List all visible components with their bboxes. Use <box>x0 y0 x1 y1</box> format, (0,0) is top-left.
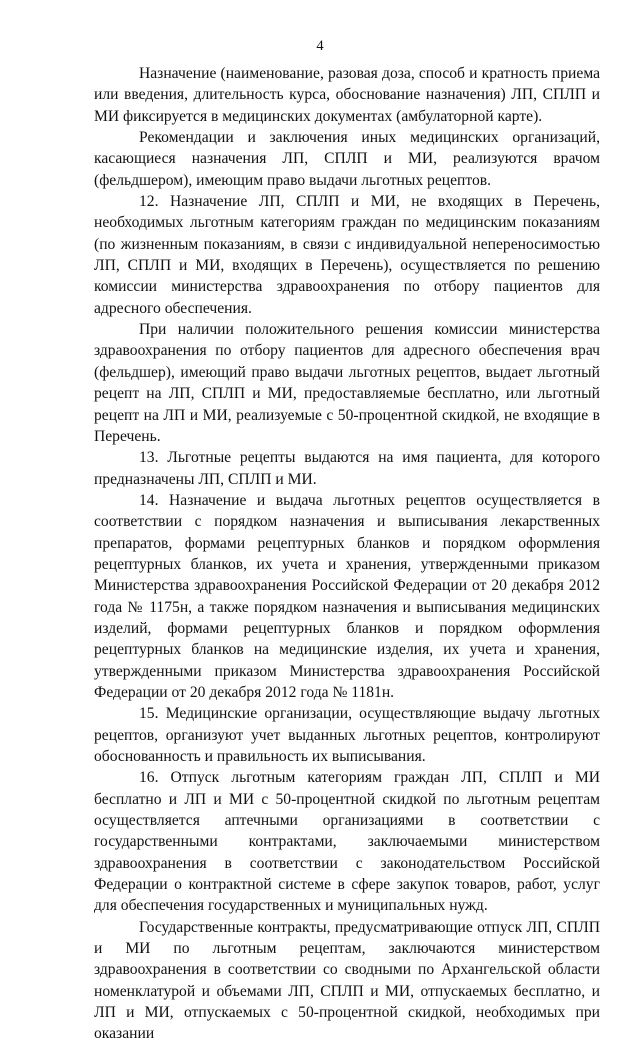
paragraph-item-13: 13. Льготные рецепты выдаются на имя пациента, для которого предназначены ЛП, СПЛП и МИ. <box>94 449 600 488</box>
paragraph-recommendations: Рекомендации и заключения иных медицинских организаций, касающиеся назначения ЛП, СПЛП и МИ, реализуются врачом (фельдшером), имеющим право выдачи льготных рецептов. <box>94 129 600 189</box>
paragraph-item-15: 15. Медицинские организации, осуществляющие выдачу льготных рецептов, организуют учет выданных льготных рецептов, контролируют обоснованность и правильность их выписывания. <box>94 705 600 765</box>
paragraph-item-12: 12. Назначение ЛП, СПЛП и МИ, не входящих в Перечень, необходимых льготным категориям граждан по медицинским показаниям (по жизненным показаниям, в связи с индивидуальной непереносимостью ЛП, СПЛП и МИ, входящих в Перечень), осуществляется по решению комиссии министерства здравоохранения по отбору пациентов для адресного обеспечения. <box>94 193 600 317</box>
paragraph-commission-decision: При наличии положительного решения комиссии министерства здравоохранения по отбору пациентов для адресного обеспечения врач (фельдшер), имеющий право выдачи льготных рецептов, выдает льготный рецепт на ЛП, СПЛП и МИ, предоставляемые бесплатно, или льготный рецепт на ЛП и МИ, реализуемые с 50-процентной скидкой, не входящие в Перечень. <box>94 321 600 445</box>
page-number: 4 <box>316 38 324 54</box>
paragraph-item-16: 16. Отпуск льготным категориям граждан ЛП, СПЛП и МИ бесплатно и ЛП и МИ с 50-процентной скидкой по льготным рецептам осуществляется аптечными организациями в соответствии с государственными контрактами, заключаемыми министерством здравоохранения в соответствии с законодательством Российской Федерации о контрактной системе в сфере закупок товаров, работ, услуг для обеспечения государственных и муниципальных нужд. <box>94 769 600 915</box>
paragraph-item-14: 14. Назначение и выдача льготных рецептов осуществляется в соответствии с порядком назначения и выписывания лекарственных препаратов, формами рецептурных бланков и порядком оформления рецептурных бланков, их учета и хранения, утвержденными приказом Министерства здравоохранения Российской Федерации от 20 декабря 2012 года № 1175н, а также порядком назначения и выписывания медицинских изделий, формами рецептурных бланков и порядком оформления рецептурных бланков на медицинские изделия, их учета и хранения, утвержденными приказом Министерства здравоохранения Российской Федерации от 20 декабря 2012 года № 1181н. <box>94 491 600 701</box>
paragraph-prescription-recording: Назначение (наименование, разовая доза, способ и кратность приема или введения, длительность курса, обоснование назначения) ЛП, СПЛП и МИ фиксируется в медицинских документах (амбулаторной карте). <box>94 65 600 125</box>
paragraph-state-contracts: Государственные контракты, предусматривающие отпуск ЛП, СПЛП и МИ по льготным рецептам, заключаются министерством здравоохранения в соответствии со сводными по Архангельской области номенклатурой и объемами ЛП, СПЛП и МИ, отпускаемых бесплатно, и ЛП и МИ, отпускаемых с 50-процентной скидкой, необходимых при оказании <box>94 918 600 1043</box>
body-text <box>94 63 600 1045</box>
